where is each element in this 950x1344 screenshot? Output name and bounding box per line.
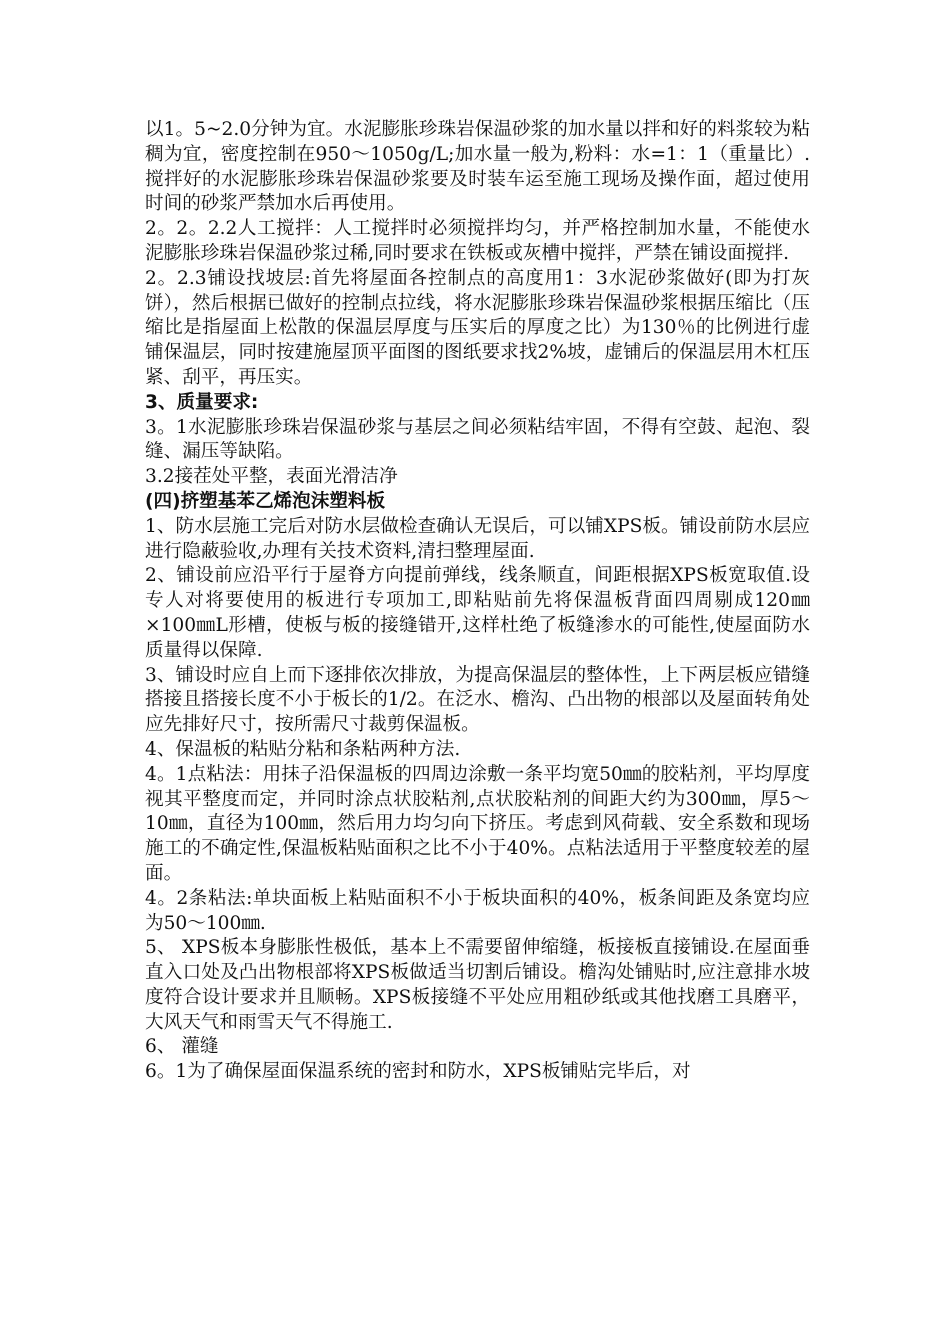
paragraph-xps-4-1: 4。1点粘法：用抹子沿保温板的四周边涂敷一条平均宽50㎜的胶粘剂，平均厚度视其平整度而定，并同时涂点状胶粘剂,点状胶粘剂的间距大约为300㎜，厚5～10㎜，直径为100㎜，然后用力均匀向下挤压。考虑到风荷载、安全系数和现场施工的不确定性,保温板粘贴面积之比不小于40%。点粘法适用于平整度较差的屋面。	[145, 763, 810, 884]
heading-xps-board: (四)挤塑基苯乙烯泡沫塑料板	[145, 490, 386, 512]
paragraph-mixing-ratio: 以1。5~2.0分钟为宜。水泥膨胀珍珠岩保温砂浆的加水量以拌和好的料浆较为粘稠为宜，密度控制在950～1050g/L;加水量一般为,粉料：水=1：1（重量比）.搅拌好的水泥膨胀珍珠岩保温砂浆要及时装车运至施工现场及操作面，超过使用时间的砂浆严禁加水后再使用。	[145, 119, 810, 215]
paragraph-quality-3-1: 3。1水泥膨胀珍珠岩保温砂浆与基层之间必须粘结牢固，不得有空鼓、起泡、裂缝、漏压等缺陷。	[145, 416, 810, 463]
paragraph-xps-4: 4、保温板的粘贴分粘和条粘两种方法.	[145, 738, 461, 760]
paragraph-xps-3: 3、铺设时应自上而下逐排依次排放，为提高保温层的整体性，上下两层板应错缝搭接且搭接长度不小于板长的1/2。在泛水、檐沟、凸出物的根部以及屋面转角处应先排好尺寸，按所需尺寸裁剪保温板。	[145, 664, 810, 736]
paragraph-xps-4-2: 4。2条粘法:单块面板上粘贴面积不小于板块面积的40%，板条间距及条宽均应为50～100㎜.	[145, 887, 810, 934]
document-body	[145, 118, 810, 1085]
paragraph-xps-5: 5、 XPS板本身膨胀性极低，基本上不需要留伸缩缝，板接板直接铺设.在屋面垂直入口处及凸出物根部将XPS板做适当切割后铺设。檐沟处铺贴时,应注意排水坡度符合设计要求并且顺畅。XPS板接缝不平处应用粗砂纸或其他找磨工具磨平，大风天气和雨雪天气不得施工.	[145, 937, 810, 1033]
paragraph-xps-2: 2、铺设前应沿平行于屋脊方向提前弹线，线条顺直，间距根据XPS板宽取值.设专人对将要使用的板进行专项加工,即粘贴前先将保温板背面四周剔成120㎜×100㎜L形槽，使板与板的接缝错开,这样杜绝了板缝渗水的可能性,使屋面防水质量得以保障.	[145, 565, 810, 661]
paragraph-quality-3-2: 3.2接茬处平整，表面光滑洁净	[145, 466, 398, 488]
paragraph-xps-1: 1、防水层施工完后对防水层做检查确认无误后，可以铺XPS板。铺设前防水层应进行隐蔽验收,办理有关技术资料,清扫整理屋面.	[145, 515, 810, 562]
paragraph-xps-6-1: 6。1为了确保屋面保温系统的密封和防水，XPS板铺贴完毕后，对	[145, 1061, 691, 1083]
paragraph-manual-mixing: 2。2。2.2人工搅拌：人工搅拌时必须搅拌均匀，并严格控制加水量，不能使水泥膨胀珍珠岩保温砂浆过稀,同时要求在铁板或灰槽中搅拌，严禁在铺设面搅拌.	[145, 218, 810, 264]
paragraph-xps-6: 6、 灌缝	[145, 1036, 219, 1058]
paragraph-slope-layer: 2。2.3铺设找坡层:首先将屋面各控制点的高度用1：3水泥砂浆做好(即为打灰饼），然后根据已做好的控制点拉线，将水泥膨胀珍珠岩保温砂浆根据压缩比（压缩比是指屋面上松散的保温层厚度与压实后的厚度之比）为130％的比例进行虚铺保温层，同时按建施屋顶平面图的图纸要求找2%坡，虚铺后的保温层用木杠压紧、刮平，再压实。	[145, 267, 810, 388]
heading-quality-requirements: 3、质量要求:	[145, 391, 259, 413]
